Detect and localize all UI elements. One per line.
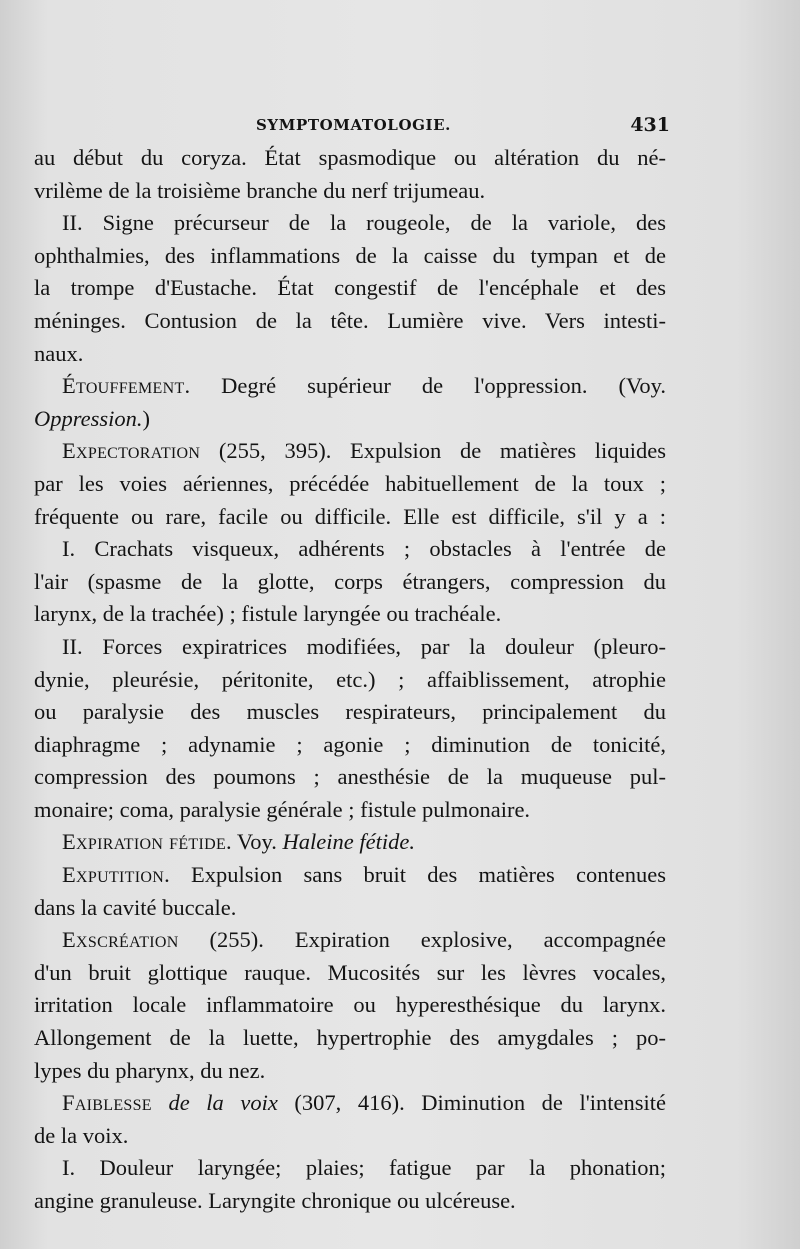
text-run: dynie, pleurésie, péritonite, etc.) ; affaiblissement, atrophie [34,666,666,692]
text-run: (307, 416). Diminution de l'intensité [277,1090,666,1116]
text-line [34,403,666,436]
text-run: . Voy. [226,829,283,855]
text-run: l'air (spasme de la glotte, corps étrangers, compression du [34,568,666,594]
term-heading: Expectoration [62,438,201,464]
text-run: ou paralysie des muscles respirateurs, principalement du [34,699,666,725]
text-line [34,761,666,794]
text-line [34,924,666,957]
text-line [34,1185,666,1218]
text-line [34,696,666,729]
text-line [34,142,666,175]
term-heading: Faiblesse [62,1090,152,1116]
text-run: dans la cavité buccale. [34,894,237,920]
body-text [34,142,666,1218]
text-run: Allongement de la luette, hypertrophie des amygdales ; po- [34,1025,666,1051]
text-line [34,533,666,566]
text-line [34,729,666,762]
text-run: la trompe d'Eustache. État congestif de l'encéphale et des [34,275,666,301]
page-number: 431 [630,114,670,136]
italic-text: Haleine fétide. [282,829,415,855]
page-header [60,114,670,144]
text-line [34,175,666,208]
text-run: lypes du pharynx, du nez. [34,1057,266,1083]
running-head: SYMPTOMATOLOGIE. [256,116,451,134]
text-run [152,1090,169,1115]
text-line [34,435,666,468]
text-line [34,664,666,697]
text-run: I. Douleur laryngée; plaies; fatigue par la phonation; [62,1155,666,1181]
text-line [34,1055,666,1088]
text-line [34,598,666,631]
text-line [34,1087,666,1120]
text-line [34,1152,666,1185]
text-run: compression des poumons ; anesthésie de la muqueuse pul- [34,764,666,790]
text-line [34,305,666,338]
text-run: monaire; coma, paralysie générale ; fistule pulmonaire. [34,796,531,822]
text-line [34,989,666,1022]
term-heading: Expiration fétide [62,829,227,855]
text-line [34,370,666,403]
text-run: vrilème de la troisième branche du nerf trijumeau. [34,177,486,203]
text-line [34,794,666,827]
text-run: . Degré supérieur de l'oppression. (Voy. [184,373,666,399]
text-line [34,631,666,664]
text-run: diaphragme ; adynamie ; agonie ; diminution de tonicité, [34,731,666,757]
text-line [34,338,666,371]
text-run: II. Forces expiratrices modifiées, par la douleur (pleuro- [62,633,666,659]
text-run: ophthalmies, des inflammations de la caisse du tympan et de [34,242,666,268]
term-heading: Exscréation [62,927,179,953]
text-run: par les voies aériennes, précédée habituellement de la toux ; [34,470,666,496]
text-run: ) [142,405,151,431]
text-line [34,468,666,501]
text-run: de la voix. [34,1122,129,1148]
text-line [34,501,666,534]
text-run: (255, 395). Expulsion de matières liquides [200,438,666,464]
text-line [34,207,666,240]
text-line [34,1120,666,1153]
text-run: I. Crachats visqueux, adhérents ; obstacles à l'entrée de [62,536,666,562]
text-run: II. Signe précurseur de la rougeole, de la variole, des [62,210,666,236]
text-run: au début du coryza. État spasmodique ou altération du né- [34,145,666,170]
text-line [34,957,666,990]
text-line [34,859,666,892]
text-run: naux. [34,340,84,366]
italic-text: Oppression. [34,405,143,431]
text-run: larynx, de la trachée) ; fistule laryngée ou trachéale. [34,601,502,627]
text-run: méninges. Contusion de la tête. Lumière vive. Vers intesti- [34,307,666,333]
text-line [34,272,666,305]
text-run: irritation locale inflammatoire ou hyperesthésique du larynx. [34,992,666,1018]
term-heading: Exputition [62,862,165,888]
text-run: fréquente ou rare, facile ou difficile. Elle est difficile, s'il y a : [34,503,666,529]
text-line [34,566,666,599]
text-run: angine granuleuse. Laryngite chronique ou ulcéreuse. [34,1188,516,1213]
text-run: (255). Expiration explosive, accompagnée [178,927,666,953]
term-heading: Étouffement [62,373,185,399]
text-run: d'un bruit glottique rauque. Mucosités sur les lèvres vocales, [34,959,666,985]
text-line [34,1022,666,1055]
text-line [34,826,666,859]
italic-text: de la voix [168,1090,278,1116]
text-line [34,892,666,925]
text-line [34,240,666,273]
text-run: . Expulsion sans bruit des matières contenues [164,862,666,888]
